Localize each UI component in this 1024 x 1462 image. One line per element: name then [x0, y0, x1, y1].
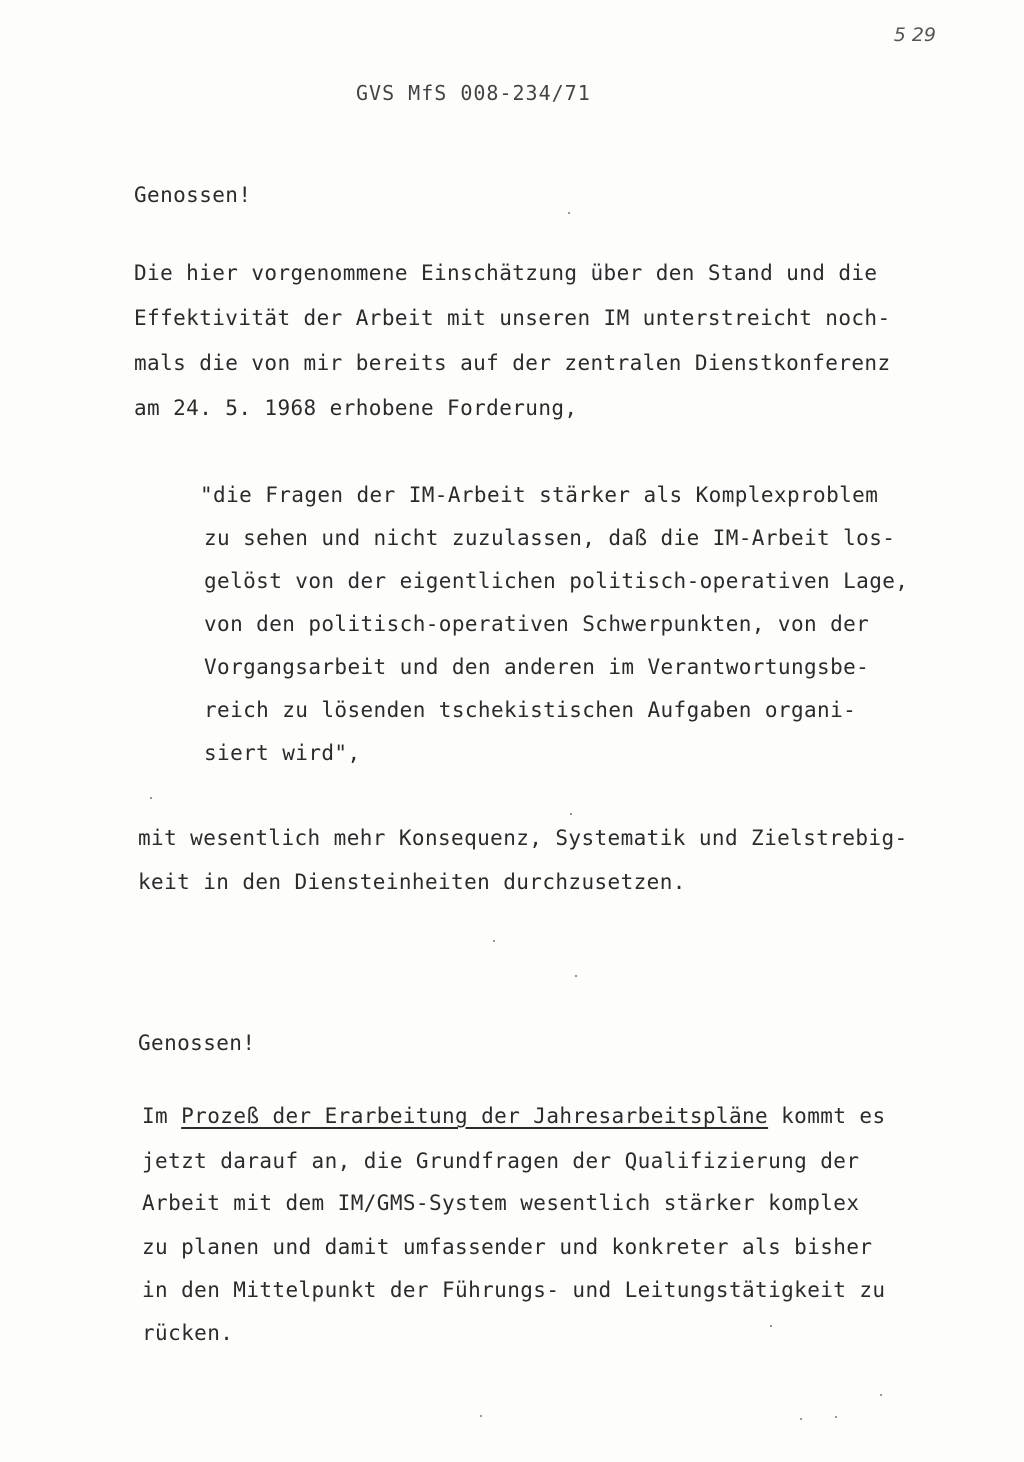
- scan-speck: [880, 1394, 882, 1396]
- quote-line: zu sehen und nicht zuzulassen, daß die IM-Arbeit los-: [204, 526, 896, 550]
- paragraph-line: mals die von mir bereits auf der zentralen Dienstkonferenz: [134, 351, 891, 375]
- quote-line: siert wird",: [204, 741, 361, 765]
- scan-speck: [480, 1415, 482, 1417]
- paragraph-line: rücken.: [142, 1321, 234, 1345]
- scan-speck: [835, 1416, 837, 1418]
- paragraph-line: in den Mittelpunkt der Führungs- und Leitungstätigkeit zu: [142, 1278, 886, 1302]
- document-header: GVS MfS 008-234/71: [356, 81, 591, 105]
- scan-speck: [575, 975, 577, 977]
- scan-speck: [493, 940, 495, 942]
- quote-line: reich zu lösenden tschekistischen Aufgaben organi-: [204, 698, 857, 722]
- quote-line: Vorgangsarbeit und den anderen im Verantwortungsbe-: [204, 655, 870, 679]
- paragraph-line: am 24. 5. 1968 erhobene Forderung,: [134, 396, 578, 420]
- paragraph-line-first: [142, 1103, 886, 1129]
- paragraph-line: Arbeit mit dem IM/GMS-System wesentlich stärker komplex: [142, 1191, 860, 1215]
- scan-speck: [800, 1418, 802, 1420]
- underlined-phrase: Prozeß der Erarbeitung der Jahresarbeitspläne: [181, 1104, 769, 1128]
- line-prefix: Im: [142, 1104, 169, 1128]
- quote-line: gelöst von der eigentlichen politisch-operativen Lage,: [204, 569, 909, 593]
- quote-line: "die Fragen der IM-Arbeit stärker als Komplexproblem: [200, 483, 879, 507]
- quote-line: von den politisch-operativen Schwerpunkten, von der: [204, 612, 870, 636]
- scan-speck: [568, 212, 570, 214]
- salutation-first: Genossen!: [134, 183, 252, 207]
- scan-speck: [770, 1325, 772, 1327]
- paragraph-line: Effektivität der Arbeit mit unseren IM unterstreicht noch-: [134, 306, 891, 330]
- salutation-second: Genossen!: [138, 1031, 256, 1055]
- paragraph-line: keit in den Diensteinheiten durchzusetzen.: [138, 870, 686, 894]
- paragraph-line: zu planen und damit umfassender und konkreter als bisher: [142, 1235, 873, 1259]
- line-suffix: kommt es: [781, 1104, 886, 1128]
- paragraph-line: jetzt darauf an, die Grundfragen der Qualifizierung der: [142, 1149, 860, 1173]
- scan-speck: [150, 797, 152, 799]
- paragraph-line: Die hier vorgenommene Einschätzung über den Stand und die: [134, 261, 878, 285]
- paragraph-line: mit wesentlich mehr Konsequenz, Systematik und Zielstrebig-: [138, 826, 908, 850]
- page-number: 5 29: [893, 24, 936, 46]
- scan-speck: [570, 813, 572, 815]
